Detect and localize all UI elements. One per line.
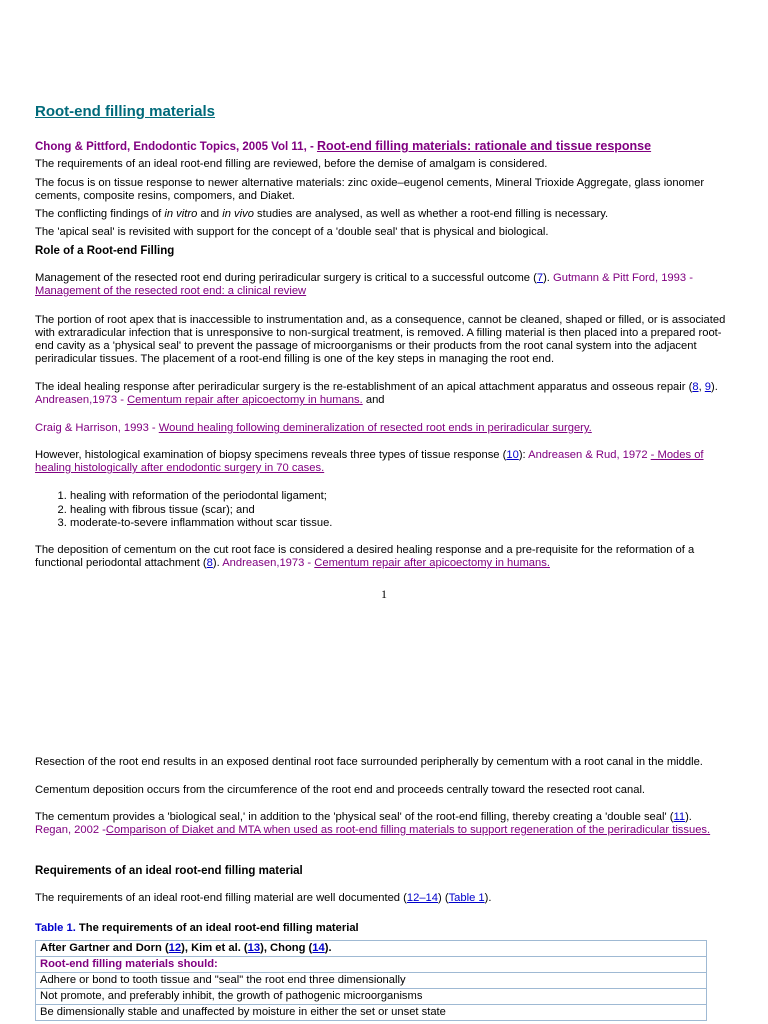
cementum-deposition-paragraph: Cementum deposition occurs from the circumference of the root end and proceeds centrally toward the resected root canal.: [35, 784, 646, 796]
ref-link[interactable]: 12–14: [406, 892, 438, 904]
table-row: Be dimensionally stable and unaffected by moisture in either the set or unset state: [36, 1005, 707, 1021]
citation-link[interactable]: Root-end filling materials: rationale and tissue response: [316, 139, 652, 153]
table-row: Not promote, and preferably inhibit, the growth of pathogenic microorganisms: [36, 989, 707, 1005]
ref-link[interactable]: 11: [673, 811, 686, 823]
reference-link[interactable]: - Modes of healing histologically after endodontic surgery in 70 cases.: [35, 449, 704, 474]
intro-paragraph-2: The focus is on tissue response to newer alternative materials: zinc oxide–eugenol cements, Mineral Trioxide Aggregate, glass ionomer cements, composite resins, compomers, and Diaket.: [35, 177, 705, 202]
deposition-paragraph: The deposition of cementum on the cut root face is considered a desired healing response and a pre-requisite for the reformation of a functional periodontal attachment (8). Andreasen,1973 - Cementum repair after apicoectomy in humans.: [35, 544, 695, 569]
table-ref-link[interactable]: Table 1: [448, 892, 485, 904]
reference-link[interactable]: Comparison of Diaket and MTA when used as root-end filling materials to support regeneration of the periradicular tissues.: [105, 824, 711, 836]
reference-link[interactable]: Cementum repair after apicoectomy in humans.: [314, 557, 550, 569]
table-source-row: After Gartner and Dorn (12), Kim et al. (13), Chong (14).: [36, 941, 707, 957]
table-caption: Table 1. The requirements of an ideal root-end filling material: [35, 922, 359, 934]
citation-header: [35, 139, 651, 153]
document-title[interactable]: Root-end filling materials: [35, 103, 216, 120]
ref-link[interactable]: 13: [247, 942, 261, 954]
portion-paragraph: The portion of root apex that is inaccessible to instrumentation and, as a consequence, cannot be cleaned, shaped or filled, or is associated with extraradicular infection that is unresponsive to non-surgical treatment, is removed. A filling material is then placed into a prepared root-end cavity as a 'physical seal' to prevent the passage of microorganisms or their products from the root canal system into the adjacent periradicular tissues. The placement of a root-end filling is one of the key steps in managing the root end.: [35, 314, 726, 365]
ref-link[interactable]: 8: [692, 381, 699, 393]
intro-paragraph-4: The 'apical seal' is revisited with support for the concept of a 'double seal' that is physical and biological.: [35, 226, 549, 238]
ref-link[interactable]: 10: [506, 449, 519, 461]
page-number: 1: [381, 587, 387, 601]
requirements-paragraph: The requirements of an ideal root-end filling material are well documented (12–14) (Table 1).: [35, 892, 492, 904]
reference-link[interactable]: Cementum repair after apicoectomy in humans.: [127, 394, 363, 406]
table-row: Adhere or bond to tooth tissue and "seal" the root end three dimensionally: [36, 973, 707, 989]
table-subheader: Root-end filling materials should:: [36, 957, 707, 973]
intro-paragraph-1: The requirements of an ideal root-end filling are reviewed, before the demise of amalgam is considered.: [35, 158, 548, 170]
list-item: 1. healing with reformation of the periodontal ligament;: [70, 490, 733, 504]
resection-paragraph: Resection of the root end results in an exposed dentinal root face surrounded peripherally by cementum with a root canal in the middle.: [35, 756, 703, 768]
ref-link[interactable]: 7: [536, 272, 544, 284]
reference-link[interactable]: Management of the resected root end: a clinical review: [35, 285, 307, 297]
intro-section: [35, 158, 733, 239]
requirements-heading: Requirements of an ideal root-end filling material: [35, 865, 303, 877]
reference-link[interactable]: Wound healing following demineralization of resected root ends in periradicular surgery.: [158, 422, 592, 434]
ref-link[interactable]: 9: [704, 381, 712, 393]
healing-list: [35, 490, 733, 531]
role-heading: Role of a Root-end Filling: [35, 245, 175, 257]
however-paragraph: However, histological examination of biopsy specimens reveals three types of tissue response (10): Andreasen & Rud, 1972 - Modes of healing histologically after endodontic surgery in 70 cases.: [35, 449, 704, 474]
ref-link[interactable]: 12: [168, 942, 182, 954]
ref-link[interactable]: 8: [206, 557, 213, 569]
ref-link[interactable]: 14: [312, 942, 325, 954]
intro-paragraph-3: The conflicting findings of in vitro and in vivo studies are analysed, as well as whether a root-end filling is necessary.: [35, 208, 609, 220]
craig-paragraph: Craig & Harrison, 1993 - Wound healing following demineralization of resected root ends in periradicular surgery.: [35, 422, 592, 434]
citation-prefix: Chong & Pittford, Endodontic Topics, 2005 Vol 11, -: [35, 141, 317, 153]
requirements-table: [35, 940, 733, 1021]
ideal-healing-paragraph: The ideal healing response after periradicular surgery is the re-establishment of an apical attachment apparatus and osseous repair (8, 9). Andreasen,1973 - Cementum repair after apicoectomy in humans. and: [35, 381, 718, 406]
list-item: 3. moderate-to-severe inflammation without scar tissue.: [70, 517, 733, 531]
management-paragraph: Management of the resected root end during periradicular surgery is critical to a successful outcome (7). Gutmann & Pitt Ford, 1993 - Management of the resected root end: a clinical review: [35, 272, 693, 297]
biological-seal-paragraph: The cementum provides a 'biological seal,' in addition to the 'physical seal' of the root-end filling, thereby creating a 'double seal' (11). Regan, 2002 -Comparison of Diaket and MTA when used as root-end filling materials to support regeneration of the periradicular tissues.: [35, 811, 711, 836]
list-item: 2. healing with fibrous tissue (scar); and: [70, 504, 733, 518]
table-label: Table 1.: [35, 922, 76, 934]
